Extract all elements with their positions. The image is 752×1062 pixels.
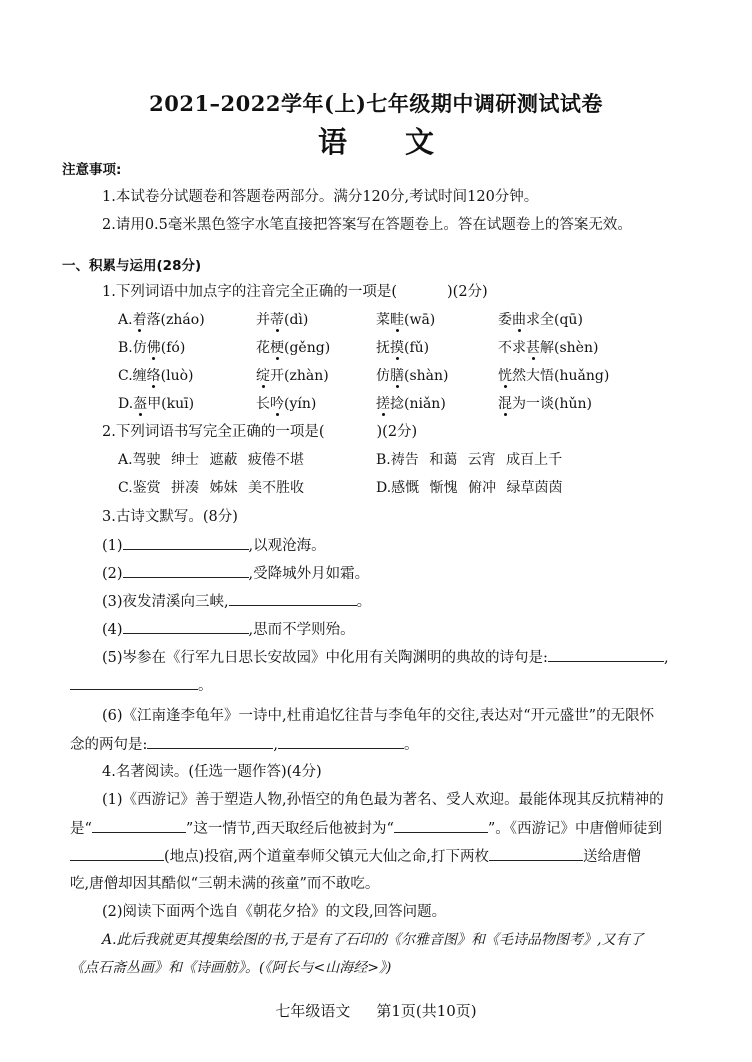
answer-blank[interactable]: [70, 675, 198, 690]
question-4-stem: 4.名著阅读。(任选一题作答)(4分): [102, 764, 322, 780]
exam-title: 2021–2022学年(上)七年级期中调研测试试卷: [149, 91, 603, 116]
question-1-stem-text: 1.下列词语中加点字的注音完全正确的一项是(: [102, 284, 397, 300]
q1-option-d4: 混为一谈(hǔn): [498, 396, 592, 412]
question-3-stem: 3.古诗文默写。(8分): [102, 509, 238, 525]
q2-option-d: D.感慨 惭愧 俯冲 绿草茵茵: [376, 480, 563, 496]
q4-p1-line-3: (地点)投宿,两个道童奉师父镇元大仙之命,打下两枚 送给唐僧: [70, 846, 641, 867]
q1-option-d2: 长吟(yín): [256, 396, 317, 412]
q1-option-b4: 不求甚解(shèn): [498, 340, 599, 356]
answer-blank[interactable]: [229, 591, 357, 606]
q4-p1-line-1: (1)《西游记》善于塑造人物,孙悟空的角色最为著名、受人欢迎。最能体现其反抗精神的: [102, 792, 664, 808]
q3-line-1: (1) ,以观沧海。: [102, 535, 326, 556]
answer-blank[interactable]: [70, 846, 164, 861]
section-heading: 一、积累与运用(28分): [62, 258, 202, 274]
answer-blank[interactable]: [123, 535, 249, 550]
q1-option-a1: A.着落(zháo): [118, 312, 205, 328]
q3-line-5: (5)岑参在《行军九日思长安故园》中化用有关陶渊明的典故的诗句是: ,: [102, 647, 669, 668]
q1-option-a4: 委曲求全(qū): [498, 312, 583, 328]
q3-line-6-cont: 念的两句是: , 。: [70, 734, 419, 755]
q1-option-c3: 仿膳(shàn): [376, 368, 449, 384]
question-1-stem: [102, 282, 488, 302]
question-2-score: )(2分): [376, 424, 418, 440]
q1-option-b1: B.仿佛(fó): [118, 340, 186, 356]
answer-blank[interactable]: [548, 647, 664, 662]
answer-blank[interactable]: [123, 563, 249, 578]
notice-item-1: 1.本试卷分试题卷和答题卷两部分。满分120分,考试时间120分钟。: [102, 189, 539, 205]
q4-p1-line-2: 是“ ”这一情节,西天取经后他被封为“ ”。《西游记》中唐僧师徒到: [70, 818, 662, 839]
footer-subject: 七年级语文: [275, 1002, 351, 1020]
q3-line-4: (4) ,思而不学则殆。: [102, 619, 355, 640]
q1-option-c1: C.缠络(luò): [118, 368, 194, 384]
answer-blank[interactable]: [394, 818, 488, 833]
answer-blank[interactable]: [147, 734, 273, 749]
q4-p1-line-4: 吃,唐僧却因其酷似“三朝未满的孩童”而不敢吃。: [70, 876, 380, 892]
q1-option-a2: 并蒂(dì): [256, 312, 309, 328]
question-2-stem: [102, 422, 417, 442]
footer-page-number: 第1页(共10页): [376, 1002, 477, 1020]
q4-p2: (2)阅读下面两个选自《朝花夕拾》的文段,回答问题。: [102, 904, 447, 920]
q3-line-6: (6)《江南逢李龟年》一诗中,杜甫追忆往昔与李龟年的交往,表达对“开元盛世”的无限怀: [102, 708, 655, 724]
notice-item-2: 2.请用0.5毫米黑色签字水笔直接把答案写在答题卷上。答在试题卷上的答案无效。: [102, 217, 632, 233]
notice-heading: 注意事项:: [62, 162, 122, 178]
q4-excerpt-a-line-2: 《点石斋丛画》和《诗画舫》。(《阿长与<山海经>》): [70, 960, 392, 976]
q2-option-c: C.鉴赏 拼凑 姊妹 美不胜收: [118, 480, 305, 496]
question-2-stem-text: 2.下列词语书写完全正确的一项是(: [102, 424, 325, 440]
q2-option-b: B.祷告 和蔼 云宵 成百上千: [376, 452, 563, 468]
q3-line-5-cont: 。: [70, 675, 213, 696]
answer-blank[interactable]: [123, 619, 249, 634]
page-footer: [0, 1000, 752, 1021]
q1-option-c2: 绽开(zhàn): [256, 368, 329, 384]
q1-option-b2: 花梗(gěng): [256, 340, 331, 356]
q3-line-2: (2) ,受降城外月如霜。: [102, 563, 369, 584]
q1-option-d3: 搓捻(niǎn): [376, 396, 446, 412]
answer-blank[interactable]: [278, 734, 404, 749]
q3-line-3: (3)夜发清溪向三峡, 。: [102, 591, 371, 612]
q1-option-b3: 抚摸(fǔ): [376, 340, 430, 356]
subject-title: 语文: [317, 125, 492, 159]
q1-option-c4: 恍然大悟(huǎng): [498, 368, 610, 384]
question-1-score: )(2分): [447, 284, 488, 300]
q2-option-a: A.驾驶 绅士 遮蔽 疲倦不堪: [118, 452, 304, 468]
q4-excerpt-a-line-1: A.此后我就更其搜集绘图的书,于是有了石印的《尔雅音图》和《毛诗品物图考》,又有了: [102, 932, 644, 948]
q1-option-d1: D.盔甲(kuī): [118, 396, 195, 412]
answer-blank[interactable]: [489, 846, 583, 861]
q1-option-a3: 菜畦(wā): [376, 312, 436, 328]
answer-blank[interactable]: [92, 818, 186, 833]
